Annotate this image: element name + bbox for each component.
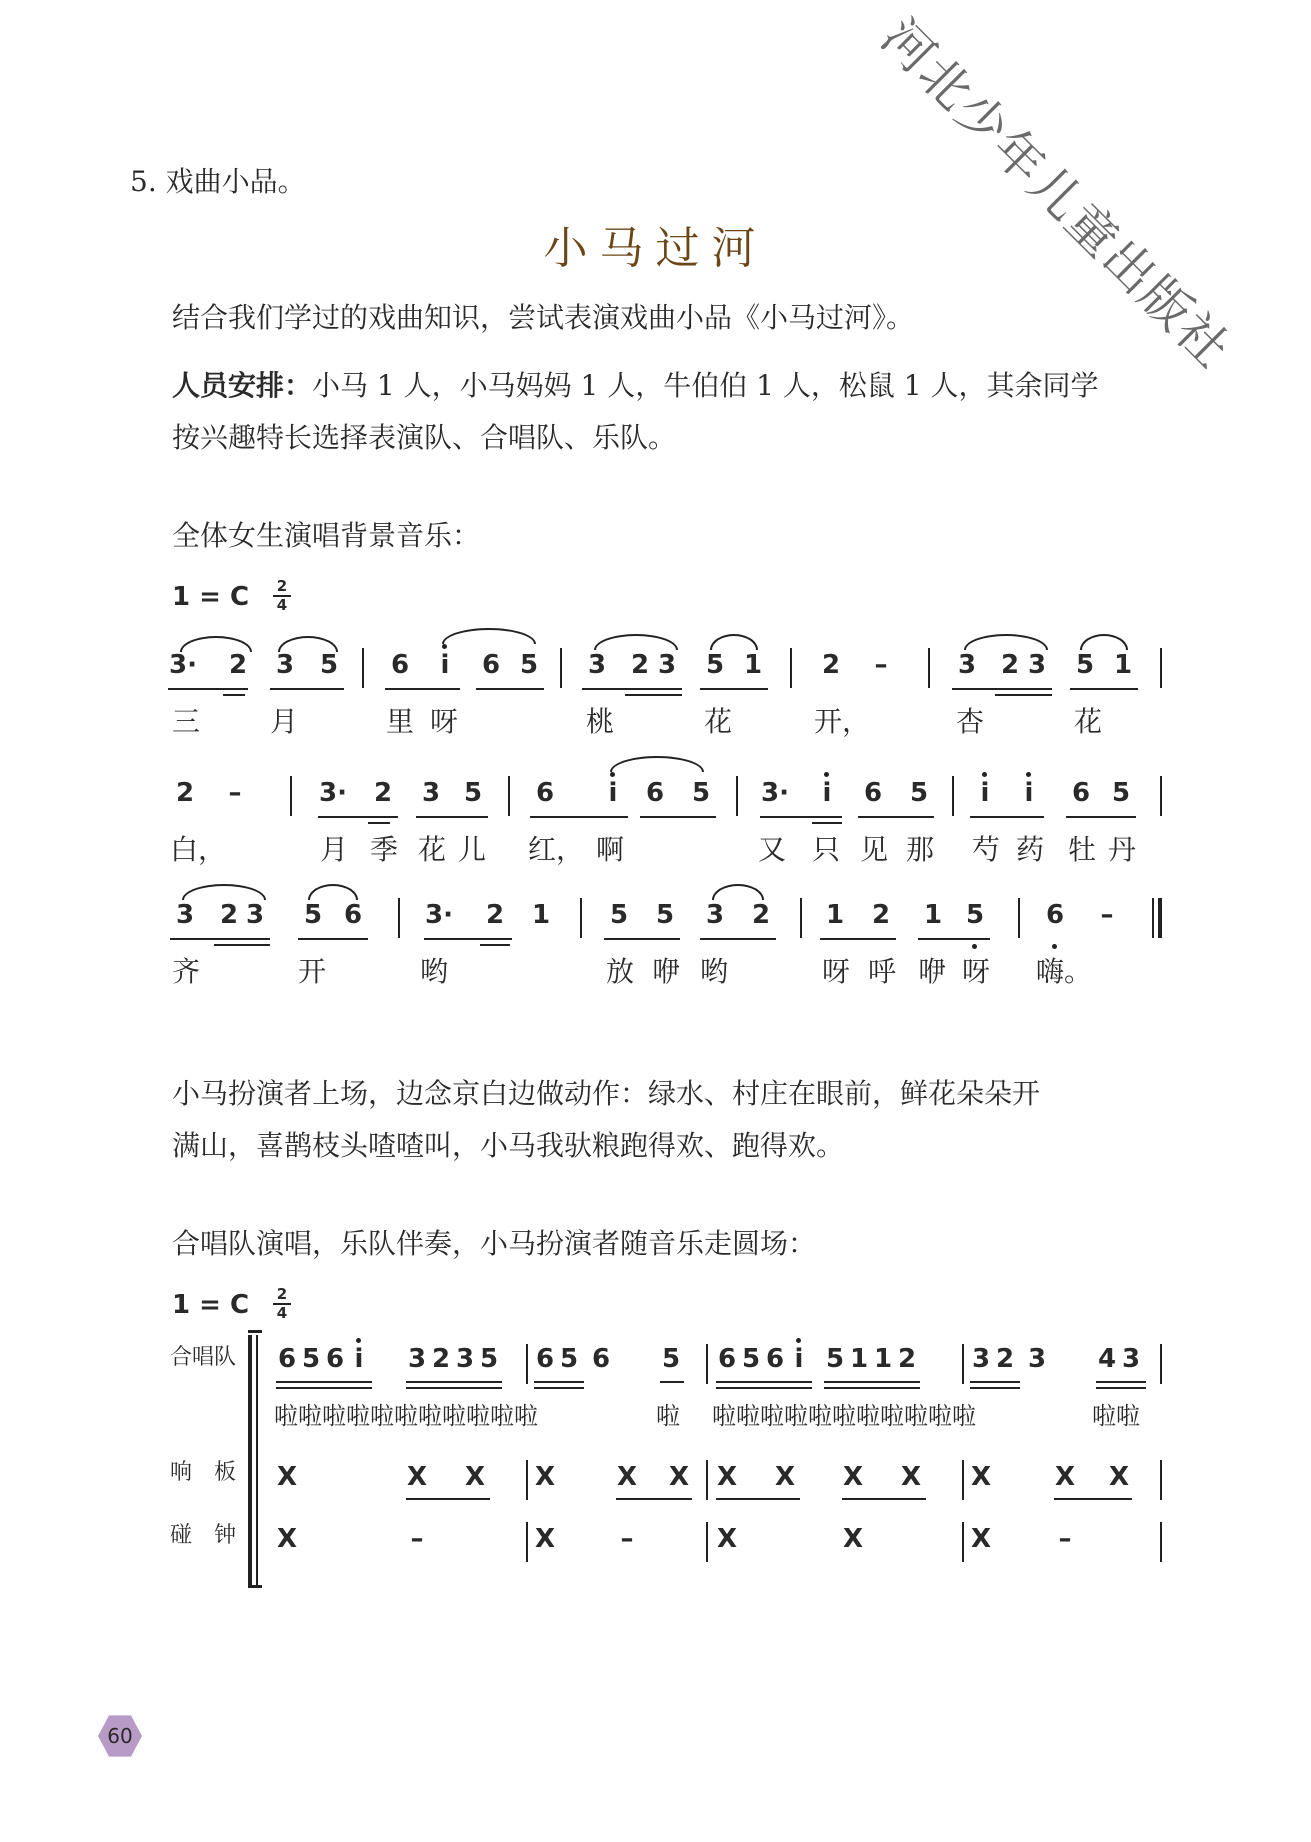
barline [706, 1522, 708, 1562]
beam [1070, 688, 1138, 690]
lyric: 杏 [955, 705, 984, 738]
note: 5 [1075, 650, 1095, 680]
note: 6 [1045, 900, 1065, 930]
note: 6 [863, 778, 883, 808]
note: i [822, 778, 832, 808]
note: 5 [741, 1344, 761, 1374]
bracket-bottom [248, 1585, 262, 1588]
note: 2 [995, 1344, 1015, 1374]
slur [308, 884, 358, 900]
beam [406, 1381, 502, 1383]
note: 6 [390, 650, 410, 680]
time-signature-2 [273, 1287, 291, 1321]
high-dot [442, 644, 447, 649]
barline [580, 898, 582, 938]
note: 5 [825, 1344, 845, 1374]
roles-text: 小马 1 人，小马妈妈 1 人，牛伯伯 1 人，松鼠 1 人，其余同学 [312, 369, 1099, 402]
lyric: 药 [1015, 833, 1044, 866]
beam [480, 944, 510, 946]
choir-lyric: 啦啦啦啦啦啦啦啦啦啦啦 [712, 1402, 976, 1430]
beam [406, 1387, 502, 1389]
beam [604, 938, 680, 940]
lyric: 见 [859, 833, 888, 866]
time-signature-1 [273, 579, 291, 613]
beam [858, 816, 934, 818]
barline [362, 648, 364, 688]
note: 5 [909, 778, 929, 808]
beam [1096, 1387, 1146, 1389]
lyric: 咿 [651, 955, 680, 988]
roles-line-2: 按兴趣特长选择表演队、合唱队、乐队。 [172, 421, 677, 454]
barline [526, 1344, 528, 1384]
barline [1160, 1460, 1162, 1500]
slur [442, 628, 536, 644]
note: 5 [303, 900, 323, 930]
beat-x: X [534, 1524, 556, 1554]
note: 3 [421, 778, 441, 808]
note: 6 [325, 1344, 345, 1374]
beam [530, 816, 628, 818]
beat-x: X [464, 1462, 486, 1492]
part-label-clapper: 响 板 [170, 1460, 237, 1485]
note: – [874, 650, 888, 680]
note: 2 [821, 650, 841, 680]
beam [1096, 1381, 1146, 1383]
bracket-top [248, 1330, 262, 1333]
note: 3· [761, 778, 789, 808]
barline [398, 898, 400, 938]
beat-x: X [406, 1462, 428, 1492]
beam [918, 938, 990, 940]
beam [276, 1381, 372, 1383]
beat-x: X [774, 1462, 796, 1492]
note: 3 [705, 900, 725, 930]
note: 6 [645, 778, 665, 808]
low-dot [1052, 944, 1057, 949]
time-denominator: 4 [276, 596, 288, 614]
barline [790, 648, 792, 688]
beam [170, 938, 270, 940]
note: i [980, 778, 990, 808]
beam [716, 1498, 800, 1500]
lyric: 月 [319, 833, 348, 866]
narration-line-1: 小马扮演者上场，边念京白边做动作：绿水、村庄在眼前，鲜花朵朵开 [172, 1077, 1041, 1110]
lyric: 儿 [457, 833, 486, 866]
slur [610, 756, 704, 772]
note: 6 [277, 1344, 297, 1374]
note: 3 [971, 1344, 991, 1374]
lyric: 开 [297, 955, 326, 988]
lyric: 哟 [419, 955, 448, 988]
lyric: 又 [757, 833, 786, 866]
beat-x: X [716, 1462, 738, 1492]
high-dot [796, 1338, 801, 1343]
beat-dash: – [410, 1524, 424, 1554]
note: 1 [1113, 650, 1133, 680]
note: 6 [481, 650, 501, 680]
barline [928, 648, 930, 688]
lyric: 白， [170, 833, 227, 866]
lyric: 呀 [821, 955, 850, 988]
choir-lyric: 啦啦啦啦啦啦啦啦啦啦啦 [274, 1402, 538, 1430]
beat-x: X [534, 1462, 556, 1492]
beam [952, 688, 1052, 690]
beam [1066, 816, 1136, 818]
slur [278, 636, 338, 652]
beam [970, 816, 1044, 818]
note: 6 [717, 1344, 737, 1374]
part-label-choir: 合唱队 [170, 1345, 237, 1370]
high-dot [356, 1338, 361, 1343]
system-bracket-inner [256, 1335, 258, 1585]
note: 1 [531, 900, 551, 930]
note: 2 [373, 778, 393, 808]
lyric: 呀 [961, 955, 990, 988]
beam [368, 822, 390, 824]
lyric: 里 [385, 705, 414, 738]
lyric: 花 [1073, 705, 1102, 738]
lyric: 那 [905, 833, 934, 866]
barline [508, 776, 510, 816]
barline [290, 776, 292, 816]
note: 5 [705, 650, 725, 680]
note: – [1100, 900, 1114, 930]
high-dot [1026, 772, 1031, 777]
barline [800, 898, 802, 938]
roles-line-1 [172, 360, 1098, 412]
barline [1160, 1344, 1162, 1384]
note: 5 [655, 900, 675, 930]
note: 3 [455, 1344, 475, 1374]
slur [964, 634, 1048, 650]
lyric: 放 [605, 955, 634, 988]
note: i [440, 650, 450, 680]
beam [700, 688, 768, 690]
lyric: 牡 [1067, 833, 1096, 866]
barline [962, 1522, 964, 1562]
note: 5 [301, 1344, 321, 1374]
beat-x: X [276, 1462, 298, 1492]
barline [962, 1460, 964, 1500]
note: 3 [407, 1344, 427, 1374]
lyric: 季 [369, 833, 398, 866]
high-dot [982, 772, 987, 777]
slur [180, 636, 252, 652]
note: 3 [657, 650, 677, 680]
beam [616, 1498, 692, 1500]
page-title: 小马过河 [543, 223, 768, 274]
barline [1160, 648, 1162, 688]
note: 1 [825, 900, 845, 930]
beam [276, 1387, 372, 1389]
lyric: 只 [811, 833, 840, 866]
barline [1160, 1522, 1162, 1562]
barline [560, 648, 562, 688]
beam [640, 816, 716, 818]
beam [406, 1498, 490, 1500]
beam [625, 694, 682, 696]
note: 6 [535, 1344, 555, 1374]
lyric: 嗨。 [1036, 955, 1093, 988]
final-barline-thick [1158, 898, 1162, 938]
note: 2 [897, 1344, 917, 1374]
high-dot [610, 772, 615, 777]
beat-x: X [970, 1462, 992, 1492]
beam [995, 694, 1052, 696]
time-numerator: 2 [276, 577, 288, 595]
beat-x: X [668, 1462, 690, 1492]
system-bracket [248, 1335, 252, 1585]
key-signature-1: 1 = C [172, 582, 250, 612]
beat-x: X [716, 1524, 738, 1554]
beam [700, 938, 776, 940]
note: 5 [661, 1344, 681, 1374]
beam [582, 688, 682, 690]
note: 3 [1121, 1344, 1141, 1374]
beam [824, 1387, 920, 1389]
slur [712, 884, 764, 900]
slur [182, 884, 266, 900]
beam [1054, 1498, 1132, 1500]
note: 3 [1027, 650, 1047, 680]
beam [716, 1381, 812, 1383]
note: 3 [175, 900, 195, 930]
note: 3· [319, 778, 347, 808]
publisher-watermark: 河北少年儿童出版社 [870, 7, 1243, 380]
note: 2 [219, 900, 239, 930]
note: i [608, 778, 618, 808]
note: 5 [691, 778, 711, 808]
beat-x: X [842, 1524, 864, 1554]
low-dot [972, 944, 977, 949]
slur [594, 634, 678, 650]
note: 2 [871, 900, 891, 930]
note: 2 [751, 900, 771, 930]
lyric: 咿 [917, 955, 946, 988]
note: 1 [849, 1344, 869, 1374]
note: 6 [591, 1344, 611, 1374]
beam [820, 938, 896, 940]
note: 2 [175, 778, 195, 808]
beam [842, 1498, 926, 1500]
final-barline-thin [1152, 898, 1154, 938]
girls-intro: 全体女生演唱背景音乐： [172, 519, 481, 552]
lyric: 开， [814, 705, 871, 738]
note: 6 [535, 778, 555, 808]
beam [824, 1381, 920, 1383]
lyric: 红， [528, 833, 585, 866]
note: 5 [559, 1344, 579, 1374]
choir-lyric: 啦 [656, 1402, 680, 1430]
note: 6 [343, 900, 363, 930]
beam [168, 688, 248, 690]
note: 2 [228, 650, 248, 680]
note: 3 [1027, 1344, 1047, 1374]
lyric: 哟 [699, 955, 728, 988]
beam [812, 822, 842, 824]
barline [526, 1522, 528, 1562]
lyric: 丹 [1107, 833, 1136, 866]
beam [424, 938, 512, 940]
barline [962, 1344, 964, 1384]
lyric: 芍 [971, 833, 1000, 866]
note: 2 [1000, 650, 1020, 680]
note: 3· [169, 650, 197, 680]
page-number: 60 [107, 1724, 133, 1748]
beat-dash: – [1058, 1524, 1072, 1554]
note: i [354, 1344, 364, 1374]
beat-x: X [842, 1462, 864, 1492]
barline [952, 776, 954, 816]
beam [534, 1381, 584, 1383]
intro-text: 结合我们学过的戏曲知识，尝试表演戏曲小品《小马过河》。 [172, 301, 915, 334]
note: 3· [425, 900, 453, 930]
note: 5 [1111, 778, 1131, 808]
beat-x: X [1054, 1462, 1076, 1492]
note: i [794, 1344, 804, 1374]
beam [970, 1381, 1020, 1383]
lyric: 齐 [171, 955, 200, 988]
beam [318, 816, 398, 818]
note: 3 [957, 650, 977, 680]
lyric: 月 [269, 705, 298, 738]
beam [660, 1381, 684, 1383]
note: – [228, 778, 242, 808]
beam [214, 944, 270, 946]
note: 5 [319, 650, 339, 680]
lyric: 啊 [595, 833, 624, 866]
note: 2 [630, 650, 650, 680]
note: 5 [965, 900, 985, 930]
note: 6 [1071, 778, 1091, 808]
barline [736, 776, 738, 816]
key-signature-2: 1 = C [172, 1290, 250, 1320]
note: 4 [1097, 1344, 1117, 1374]
note: 1 [873, 1344, 893, 1374]
lyric: 桃 [585, 705, 614, 738]
beam [416, 816, 488, 818]
lyric: 呀 [429, 705, 458, 738]
note: 1 [743, 650, 763, 680]
beat-x: X [900, 1462, 922, 1492]
note: 3 [587, 650, 607, 680]
note: 5 [479, 1344, 499, 1374]
note: 3 [245, 900, 265, 930]
time-denominator: 4 [276, 1304, 288, 1322]
beam [270, 688, 344, 690]
high-dot [824, 772, 829, 777]
beam [476, 688, 544, 690]
note: 6 [765, 1344, 785, 1374]
beat-dash: – [620, 1524, 634, 1554]
note: 5 [609, 900, 629, 930]
beam [223, 694, 245, 696]
part-label-cymbal: 碰 钟 [170, 1523, 237, 1548]
note: i [1024, 778, 1034, 808]
barline [1018, 898, 1020, 938]
roles-label: 人员安排： [172, 369, 313, 402]
slur [1080, 634, 1128, 650]
note: 5 [463, 778, 483, 808]
barline [526, 1460, 528, 1500]
beam [716, 1387, 812, 1389]
note: 3 [275, 650, 295, 680]
barline [706, 1460, 708, 1500]
slur [710, 634, 758, 650]
narration-line-2: 满山，喜鹊枝头喳喳叫，小马我驮粮跑得欢、跑得欢。 [172, 1129, 845, 1162]
time-numerator: 2 [276, 1285, 288, 1303]
beat-x: X [1108, 1462, 1130, 1492]
beam [970, 1387, 1020, 1389]
beam [298, 938, 368, 940]
note: 5 [519, 650, 539, 680]
lyric: 花 [703, 705, 732, 738]
note: 2 [485, 900, 505, 930]
beam [534, 1387, 584, 1389]
barline [706, 1344, 708, 1384]
beam [760, 816, 842, 818]
note: 1 [923, 900, 943, 930]
choir-lyric: 啦啦 [1092, 1402, 1140, 1430]
beam [385, 688, 460, 690]
lyric: 三 [171, 705, 200, 738]
choir-intro: 合唱队演唱，乐队伴奏，小马扮演者随音乐走圆场： [172, 1227, 817, 1260]
barline [1160, 776, 1162, 816]
beat-x: X [616, 1462, 638, 1492]
lyric: 花 [417, 833, 446, 866]
section-label: 5. 戏曲小品。 [130, 165, 306, 198]
beat-x: X [970, 1524, 992, 1554]
note: 2 [431, 1344, 451, 1374]
lyric: 呼 [867, 955, 896, 988]
beat-x: X [276, 1524, 298, 1554]
